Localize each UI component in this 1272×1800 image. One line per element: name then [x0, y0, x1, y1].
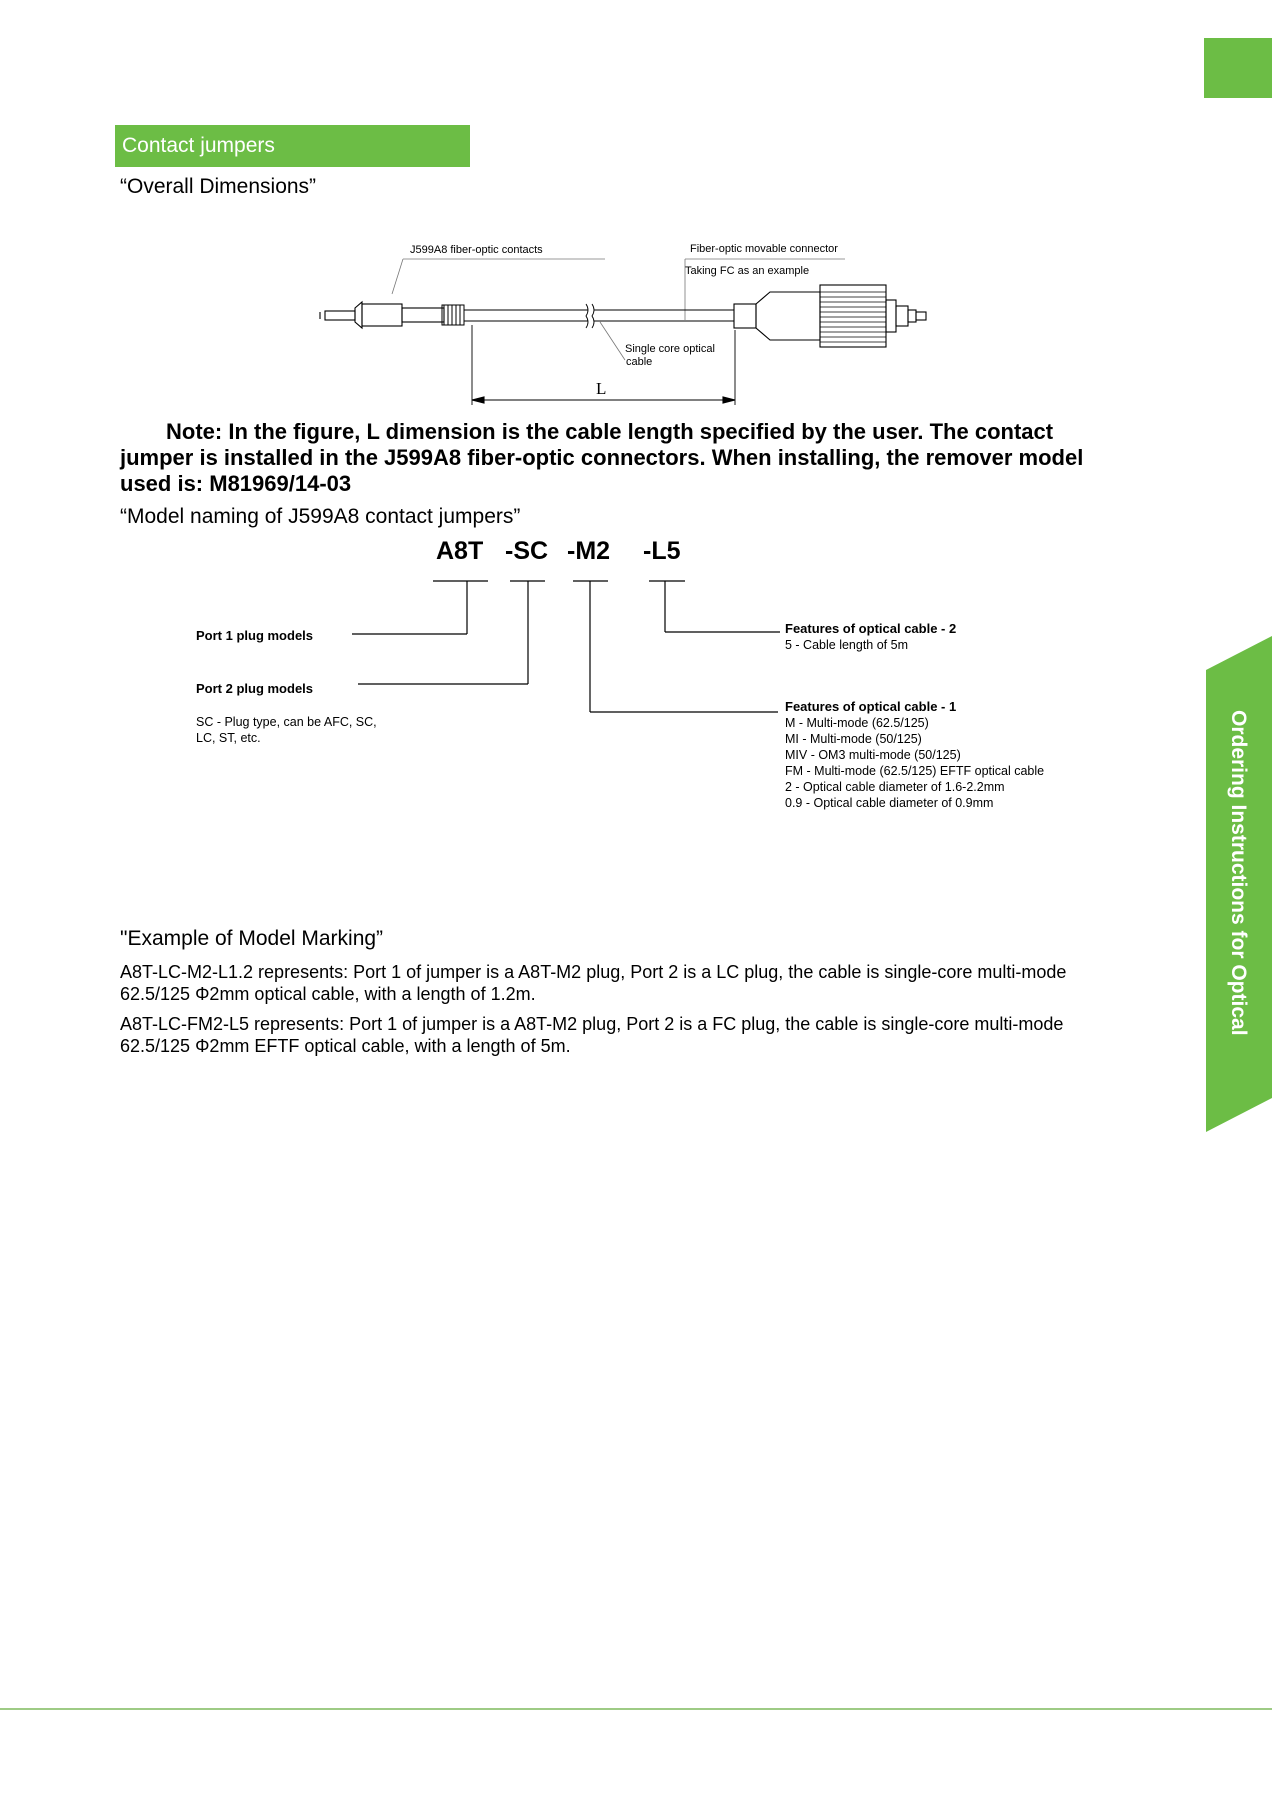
example-1-line-2: 62.5/125 Φ2mm optical cable, with a length of 1.2m.: [120, 984, 536, 1004]
installation-note: [120, 419, 1120, 497]
note-line-3: used is: M81969/14-03: [120, 471, 352, 496]
model-part-sc: -SC: [505, 537, 549, 565]
cable1-features: [785, 699, 1044, 811]
model-part-m2: -M2: [567, 537, 611, 565]
overall-dimensions-heading: “Overall Dimensions”: [120, 175, 317, 198]
port2-description: [196, 714, 377, 746]
label-fc-example: Taking FC as an example: [685, 265, 810, 277]
cable1-leader-line: [590, 700, 790, 720]
example-2-line-2: 62.5/125 Φ2mm EFTF optical cable, with a length of 5m.: [120, 1036, 571, 1056]
jumper-dimension-drawing: [300, 230, 980, 410]
example-2-line-1: A8T-LC-FM2-L5 represents: Port 1 of jumper is a A8T-M2 plug, Port 2 is a FC plug, the cable is single-core multi-mode: [120, 1014, 1064, 1034]
footer-rule: [0, 1708, 1272, 1710]
corner-tab: [1204, 38, 1272, 98]
cable1-item: FM - Multi-mode (62.5/125) EFTF optical cable: [785, 764, 1045, 778]
cable2-title: Features of optical cable - 2: [785, 621, 957, 636]
example-heading: "Example of Model Marking”: [120, 927, 384, 950]
port2-label: Port 2 plug models: [196, 681, 314, 696]
port1-label: Port 1 plug models: [196, 628, 314, 643]
label-contacts: J599A8 fiber-optic contacts: [410, 244, 543, 256]
cable1-title: Features of optical cable - 1: [785, 699, 957, 714]
port2-desc-line-2: LC, ST, etc.: [196, 731, 261, 745]
label-cable-line1: Single core optical: [625, 343, 715, 355]
model-naming-heading: “Model naming of J599A8 contact jumpers”: [120, 505, 521, 528]
note-line-1: Note: In the figure, L dimension is the cable length specified by the user. The contact: [166, 419, 1054, 444]
model-part-l5: -L5: [643, 537, 681, 565]
port2-desc-line-1: SC - Plug type, can be AFC, SC,: [196, 715, 377, 729]
label-cable-line2: cable: [626, 356, 653, 368]
cable2-item: 5 - Cable length of 5m: [785, 638, 908, 652]
example-2: [120, 1013, 1140, 1057]
note-line-2: jumper is installed in the J599A8 fiber-optic connectors. When installing, the remover model: [120, 445, 1084, 470]
example-1-line-1: A8T-LC-M2-L1.2 represents: Port 1 of jumper is a A8T-M2 plug, Port 2 is a LC plug, the cable is single-core multi-mode: [120, 962, 1067, 982]
cable2-features: [785, 621, 956, 653]
model-part-a8t: A8T: [436, 537, 484, 565]
cable1-item: MI - Multi-mode (50/125): [785, 732, 922, 746]
cable1-item: MIV - OM3 multi-mode (50/125): [785, 748, 961, 762]
cable1-item: 2 - Optical cable diameter of 1.6-2.2mm: [785, 780, 1005, 794]
side-tab-label: Ordering Instructions for Optical: [1227, 710, 1250, 1036]
label-dimension-l: L: [596, 379, 607, 398]
cable1-item: 0.9 - Optical cable diameter of 0.9mm: [785, 796, 994, 810]
label-connector: Fiber-optic movable connector: [690, 243, 838, 255]
model-bracket-lines: [340, 575, 800, 715]
example-1: [120, 961, 1140, 1005]
section-title-bar: Contact jumpers: [115, 125, 470, 167]
cable1-item: M - Multi-mode (62.5/125): [785, 716, 929, 730]
